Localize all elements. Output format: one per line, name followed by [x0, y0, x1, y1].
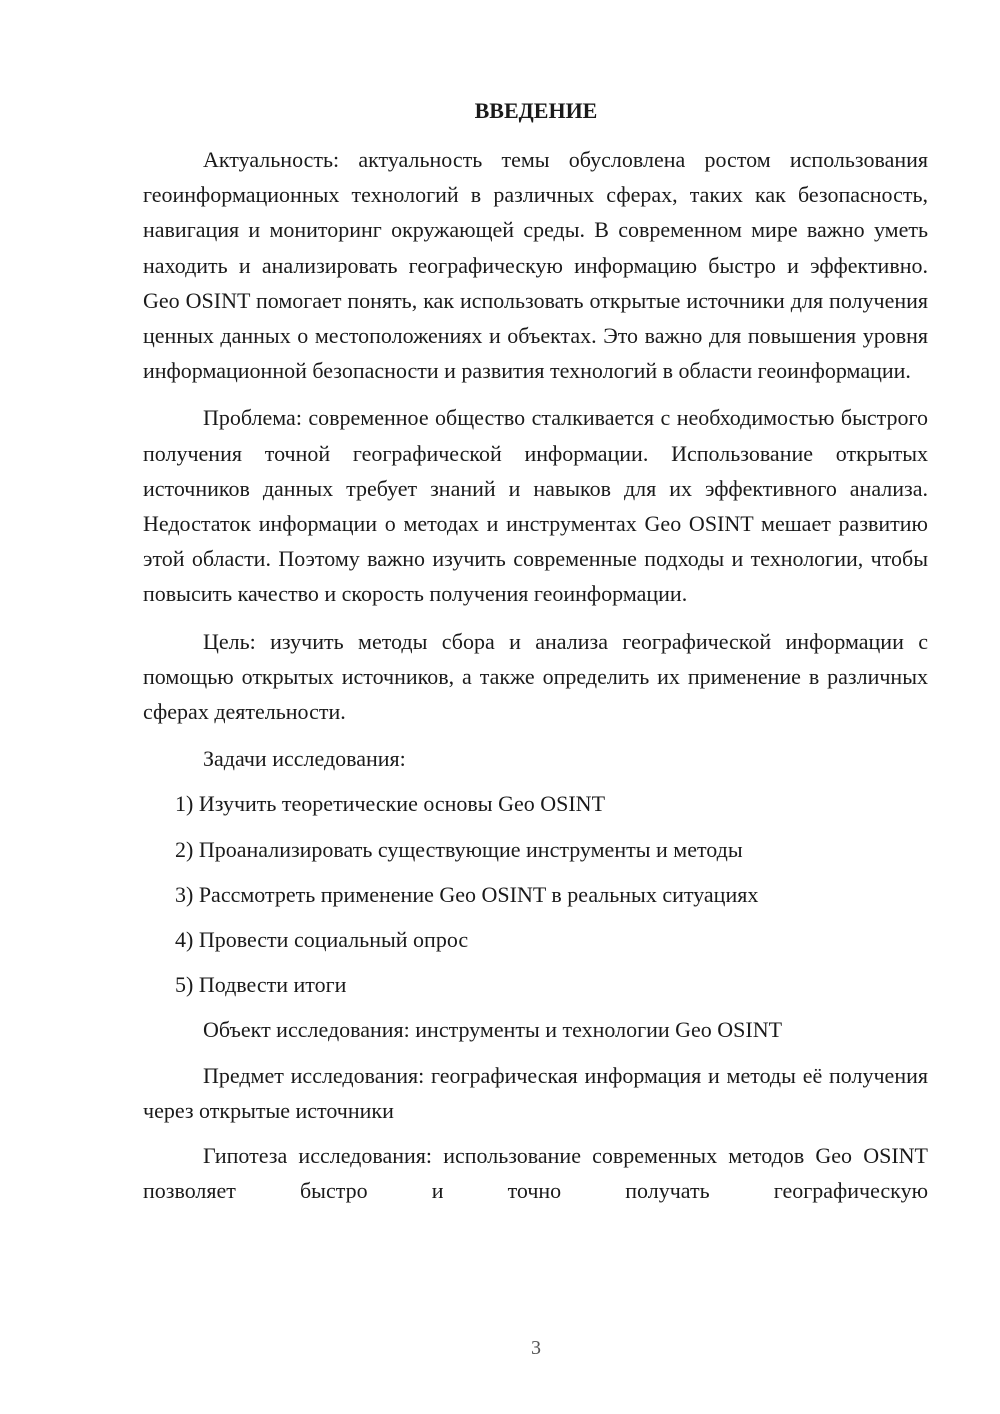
section-title: ВВЕДЕНИЕ: [474, 98, 598, 123]
paragraph-tasks-heading: Задачи исследования:: [203, 746, 406, 772]
paragraph-object: Объект исследования: инструменты и технологии Geo OSINT: [203, 1017, 783, 1043]
paragraph-goal: Цель: изучить методы сбора и анализа географической информации с помощью открытых источников, а также определить их применение в различных сферах деятельности.: [143, 628, 928, 725]
paragraph-problem: Проблема: современное общество сталкивается с необходимостью быстрого получения точной географической информации. Использование открытых источников данных требует знаний и навыков для их эффективного анализа. Недостаток информации о методах и инструментах Geo OSINT мешает развитию этой области. Поэтому важно изучить современные подходы и технологии, чтобы повысить качество и скорость получения геоинформации.: [143, 405, 928, 607]
paragraph-hypothesis: Гипотеза исследования: использование современных методов Geo OSINT позволяет быстро и точно получать географическую: [143, 1143, 928, 1204]
paragraph-relevance: Актуальность: актуальность темы обусловлена ростом использования геоинформационных технологий в различных сферах, таких как безопасность, навигация и мониторинг окружающей среды. В современном мире важно уметь находить и анализировать географическую информацию быстро и эффективно. Geo OSINT помогает понять, как использовать открытые источники для получения ценных данных о местоположениях и объектах. Это важно для повышения уровня информационной безопасности и развития технологий в области геоинформации.: [143, 147, 928, 384]
paragraph-subject: Предмет исследования: географическая информация и методы её получения через открытые источники: [143, 1062, 928, 1123]
task-item-2: 2) Проанализировать существующие инструменты и методы: [175, 836, 743, 862]
task-item-4: 4) Провести социальный опрос: [175, 927, 469, 953]
task-item-1: 1) Изучить теоретические основы Geo OSINT: [175, 791, 606, 817]
page-number: 3: [531, 1337, 541, 1359]
task-item-3: 3) Рассмотреть применение Geo OSINT в реальных ситуациях: [175, 881, 759, 907]
body-text: [143, 142, 928, 1208]
task-item-5: 5) Подвести итоги: [175, 972, 347, 998]
